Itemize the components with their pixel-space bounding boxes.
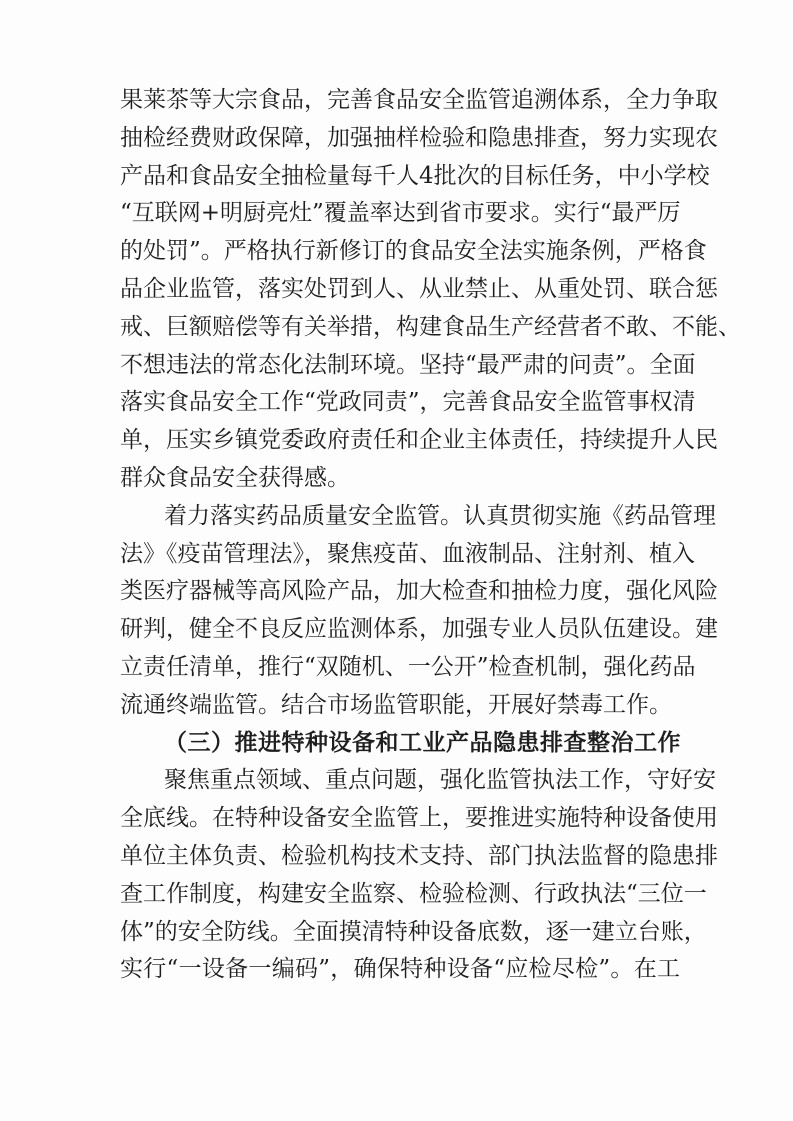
body-text	[120, 82, 741, 989]
text-line: 戒、巨额赔偿等有关举措，构建食品生产经营者不敢、不能、	[120, 313, 741, 340]
paragraph-first-line: 聚焦重点领域、重点问题，强化监管执法工作，守好安	[164, 767, 716, 794]
paragraph-first-line: 着力落实药品质量安全监管。认真贯彻实施《药品管理	[164, 502, 716, 529]
text-line: 研判，健全不良反应监测体系，加强专业人员队伍建设。建	[120, 616, 718, 643]
text-line: 品企业监管，落实处罚到人、从业禁止、从重处罚、联合惩	[120, 275, 718, 302]
text-line: 单，压实乡镇党委政府责任和企业主体责任，持续提升人民	[120, 427, 718, 454]
text-line: 法》《疫苗管理法》，聚焦疫苗、血液制品、注射剂、植入	[120, 540, 695, 567]
text-line: 落实食品安全工作“党政同责”，完善食品安全监管事权清	[120, 389, 696, 416]
text-line: 流通终端监管。结合市场监管职能，开展好禁毒工作。	[120, 691, 672, 718]
section-heading: （三）推进特种设备和工业产品隐患排查整治工作	[164, 729, 681, 756]
text-line: 的处罚”。严格执行新修订的食品安全法实施条例，严格食	[120, 238, 707, 265]
text-line: 不想违法的常态化法制环境。坚持“最严肃的问责”。全面	[120, 351, 696, 378]
text-line: 体”的安全防线。全面摸清特种设备底数，逐一建立台账，	[120, 918, 707, 945]
text-line: 查工作制度，构建安全监察、检验检测、行政执法“三位一	[120, 880, 707, 907]
text-line: 单位主体负责、检验机构技术支持、部门执法监督的隐患排	[120, 842, 718, 869]
text-line: 全底线。在特种设备安全监管上，要推进实施特种设备使用	[120, 805, 718, 832]
text-line: 产品和食品安全抽检量每千人4批次的目标任务，中小学校	[120, 162, 710, 189]
text-line: 果莱茶等大宗食品，完善食品安全监管追溯体系，全力争取	[120, 87, 718, 113]
text-line: 群众食品安全获得感。	[120, 464, 350, 491]
text-line: 立责任清单，推行“双随机、一公开”检查机制，强化药品	[120, 653, 696, 680]
text-line: “互联网+明厨亮灶”覆盖率达到省市要求。实行“最严厉	[120, 200, 681, 227]
text-line: 实行“一设备一编码”，确保特种设备“应检尽检”。在工	[120, 956, 680, 983]
text-line: 类医疗器械等高风险产品，加大检查和抽检力度，强化风险	[120, 578, 718, 605]
text-line: 抽检经费财政保障，加强抽样检验和隐患排查，努力实现农	[120, 124, 718, 151]
